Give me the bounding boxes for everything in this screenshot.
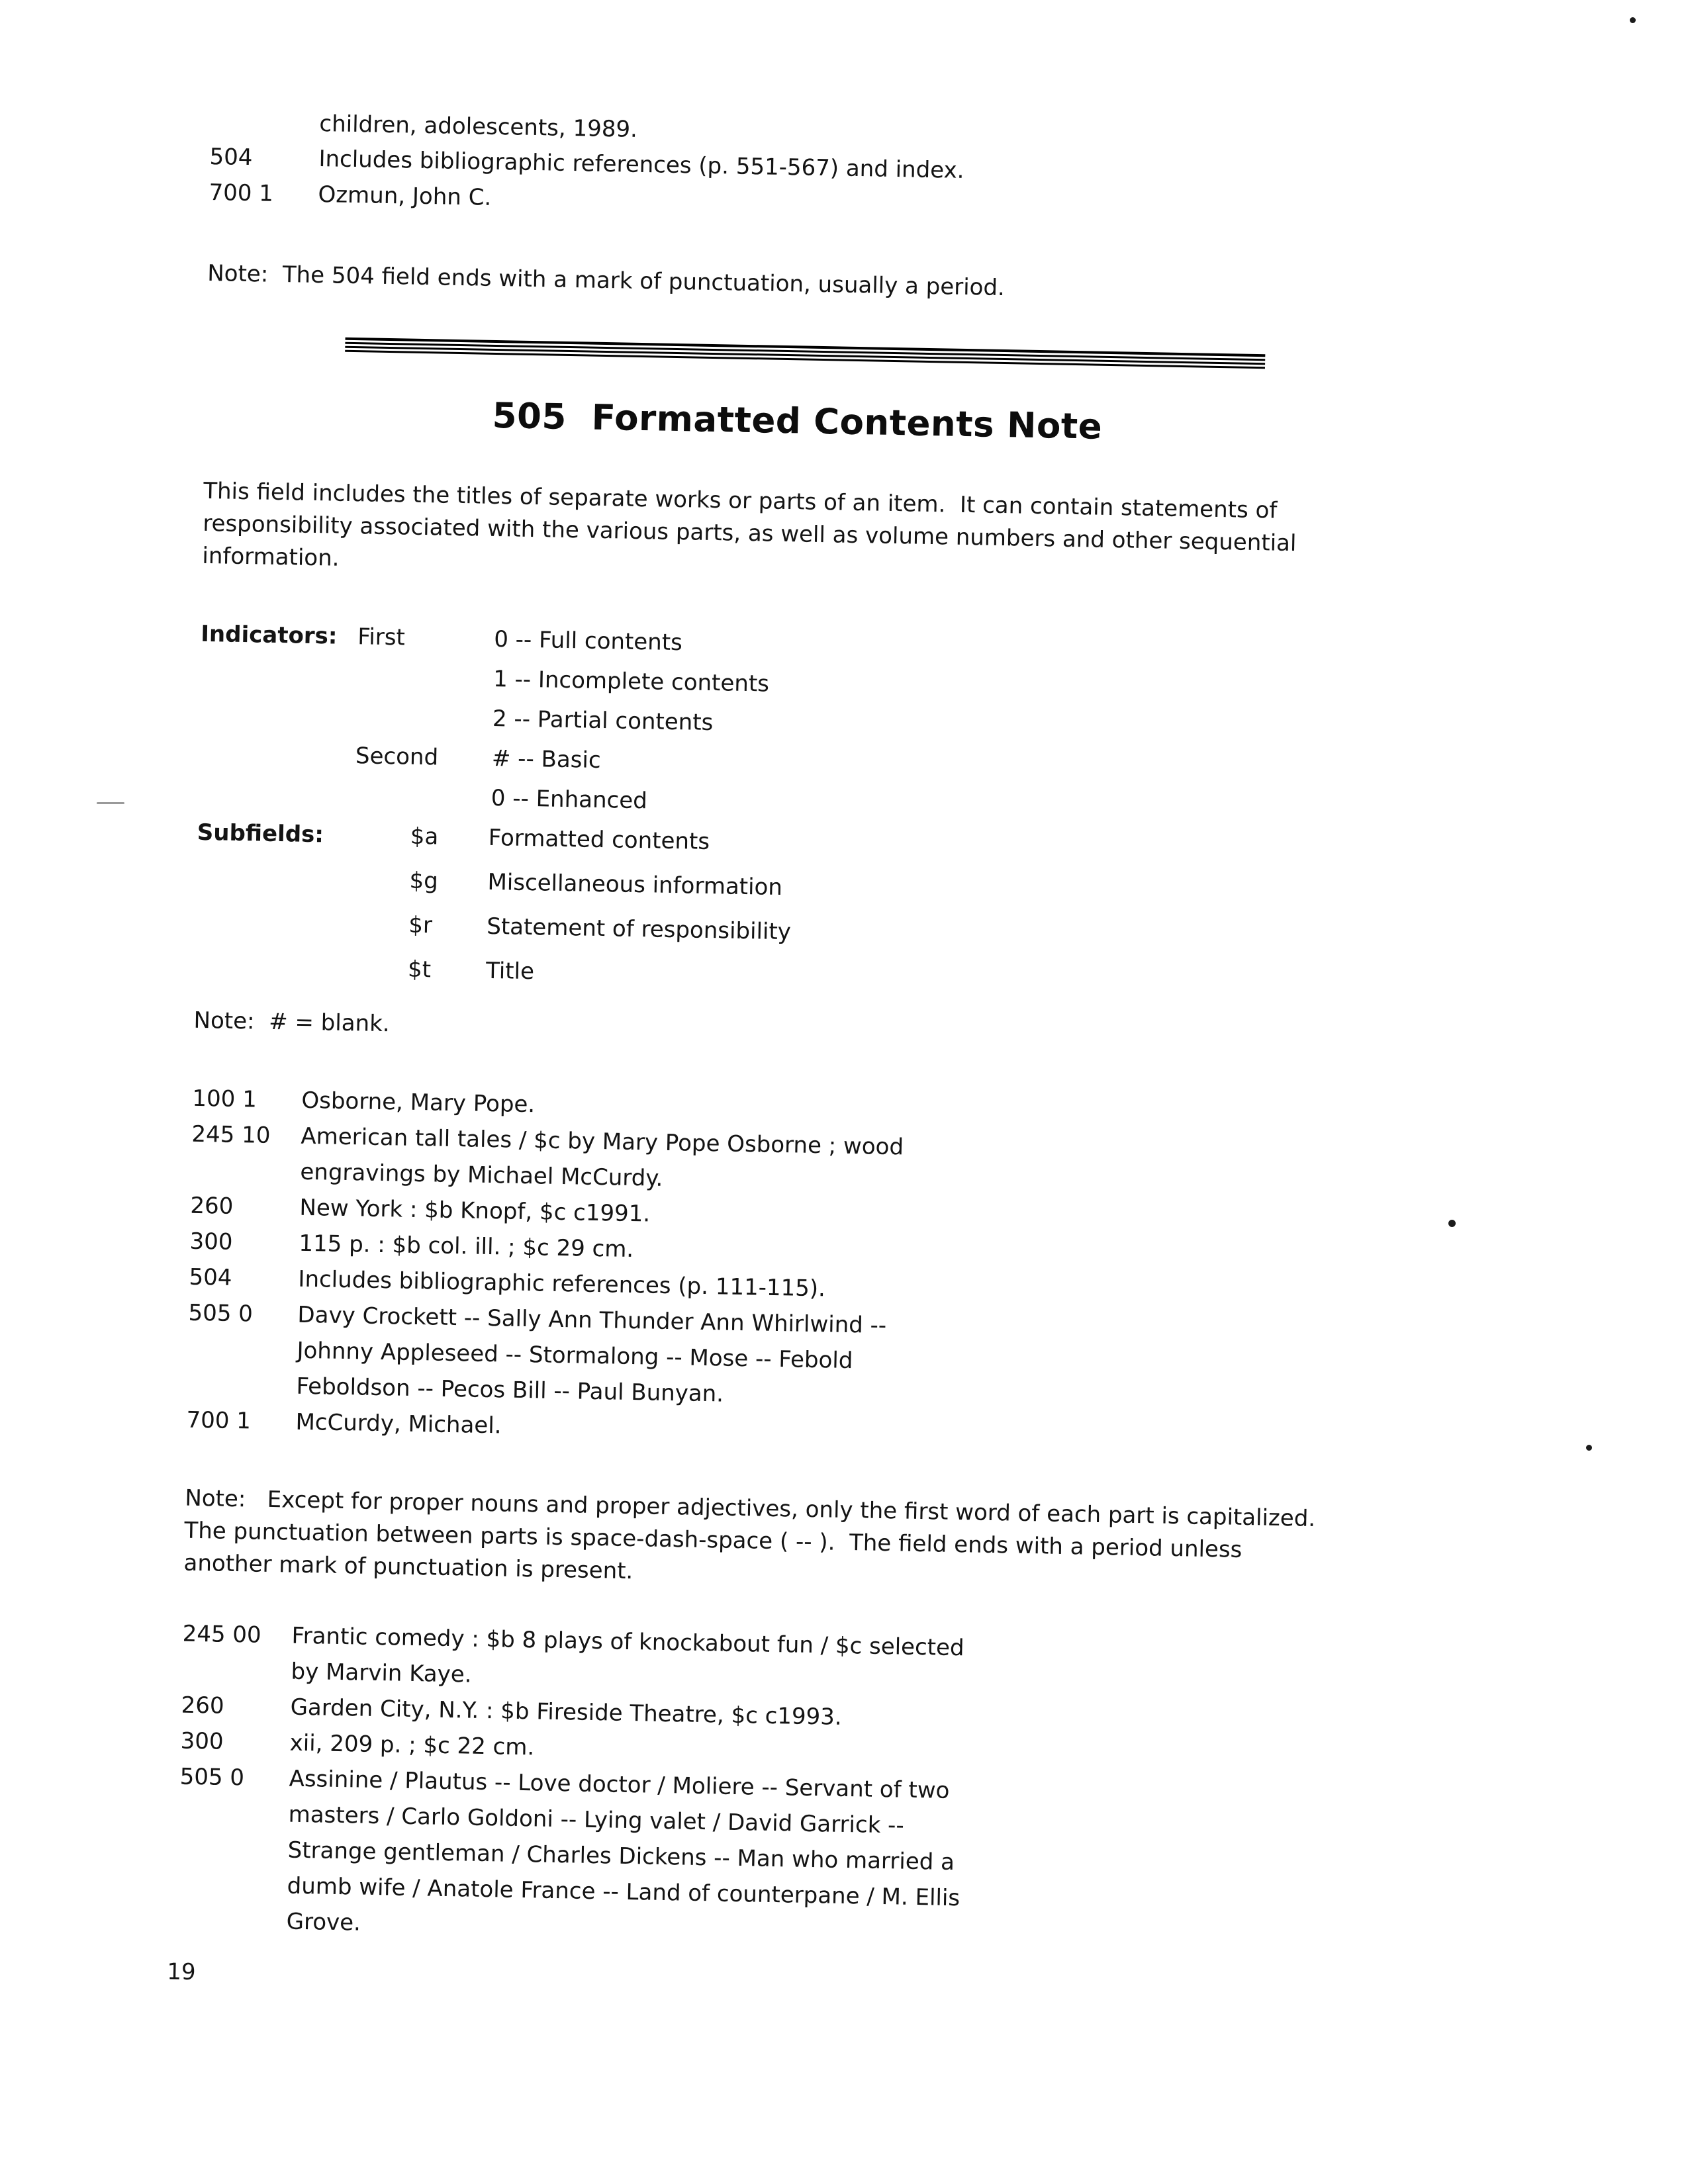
subfield-code: $g [409,867,439,895]
marc-record-row [177,1759,1365,1960]
subfield-code: $r [408,911,433,939]
subfield-row [196,864,1381,912]
subfield-desc: Miscellaneous information [487,868,783,901]
indicator-value: 0 -- Full contents [493,625,683,657]
field-text-line: Strange gentleman / Charles Dickens -- Man who married a [287,1837,955,1876]
scan-artifact-dot [1586,1445,1592,1451]
marc-record-row [187,1295,1374,1424]
field-tag: 245 10 [191,1120,271,1149]
scan-artifact-dot [1448,1220,1456,1227]
field-tag: 700 1 [186,1406,252,1435]
section-divider-rule [345,338,1265,369]
subfield-row [195,908,1380,956]
example-record-2 [177,1616,1368,1960]
field-text-line: by Marvin Kaye. [291,1658,472,1688]
indicator-row [198,780,1383,828]
field-text-line: Osborne, Mary Pope. [301,1087,536,1118]
indicator-value: 0 -- Enhanced [491,784,648,815]
field-text-line: xii, 209 p. ; $c 22 cm. [289,1729,535,1761]
subfield-row [195,952,1380,1001]
subfields-label: Subfields: [197,819,324,848]
field-text [286,1761,1365,1960]
indicator-row [200,660,1385,709]
note-capitalization: Note: Except for proper nouns and proper adjectives, only the first word of each part is capitalized. The punctuation between parts is space-dash-space ( -- ). The field ends with a period unless another mark of punctuation is present. [183,1484,1331,1585]
field-text-line: McCurdy, Michael. [295,1408,502,1439]
indicator-first-label: First [357,623,406,651]
field-tag: 505 0 [188,1299,254,1328]
field-tag: 260 [181,1692,224,1719]
subfield-desc: Title [485,957,535,985]
previous-record-continuation-line: children, adolescents, 1989. [319,111,638,143]
field-tag: 505 0 [179,1763,245,1792]
indicators-block [198,621,1386,828]
field-text-line: New York : $b Knopf, $c c1991. [299,1194,651,1228]
indicator-second-label: Second [355,743,439,771]
section-heading: 505 Formatted Contents Note [492,395,1103,447]
field-text-line: Includes bibliographic references (p. 111-115). [298,1265,826,1302]
indicator-value: 1 -- Incomplete contents [492,665,770,698]
field-text-line: Garden City, N.Y. : $b Fireside Theatre, $c c1993. [290,1694,843,1731]
field-tag: 100 1 [192,1085,258,1113]
indicator-value: 2 -- Partial contents [492,705,714,737]
field-text-line: 115 p. : $b col. ill. ; $c 29 cm. [299,1230,634,1263]
field-text-line: American tall tales / $c by Mary Pope Osborne ; wood [301,1122,904,1161]
subfield-code: $a [410,823,439,850]
scan-artifact-dash [97,802,124,804]
field-tag: 504 [189,1263,232,1291]
field-text-line: Davy Crockett -- Sally Ann Thunder Ann Whirlwind -- [297,1301,887,1340]
field-text-line: Assinine / Plautus -- Love doctor / Moliere -- Servant of two [289,1765,950,1804]
subfield-row [197,819,1382,868]
document-page [166,105,1395,2010]
field-tag: 300 [180,1727,224,1755]
field-text-line: Feboldson -- Pecos Bill -- Paul Bunyan. [296,1373,724,1408]
subfield-desc: Statement of responsibility [486,913,792,946]
indicator-value: # -- Basic [491,745,601,774]
field-tag: 700 1 [209,179,274,207]
field-text-line: Johnny Appleseed -- Stormalong -- Mose -- Febold [297,1337,853,1375]
field-tag: 504 [209,143,253,171]
field-tag: 245 00 [182,1620,261,1649]
field-tag: 300 [189,1228,233,1255]
note-blank-symbol: Note: # = blank. [193,1007,391,1038]
indicator-row [201,621,1385,669]
indicator-row [199,700,1384,749]
field-text [296,1297,1374,1424]
subfields-block [195,819,1382,1001]
page-number: 19 [166,1958,196,1986]
field-text-line: Includes bibliographic references (p. 551-567) and index. [318,146,964,184]
indicator-row [199,740,1383,788]
subfield-code: $t [407,956,432,983]
note-504-punctuation: Note: The 504 field ends with a mark of punctuation, usually a period. [207,259,1006,302]
field-text-line: dumb wife / Anatole France -- Land of counterpane / M. Ellis [287,1872,961,1912]
field-text-line: masters / Carlo Goldoni -- Lying valet / David Garrick -- [288,1801,905,1839]
field-text-line: Ozmun, John C. [318,181,492,211]
example-record-1 [186,1081,1378,1460]
field-text-line: Frantic comedy : $b 8 plays of knockabout fun / $c selected [291,1622,964,1662]
field-tag: 260 [190,1192,234,1220]
field-text-line: engravings by Michael McCurdy. [300,1158,663,1192]
indicators-label: Indicators: [200,620,338,650]
field-text-line: Grove. [286,1908,361,1936]
scan-artifact-dot [1630,17,1636,23]
subfield-desc: Formatted contents [488,824,710,856]
section-intro-paragraph: This field includes the titles of separate works or parts of an item. It can contain statements of responsibility associated with the various parts, as well as volume numbers and other sequential information. [202,477,1304,572]
